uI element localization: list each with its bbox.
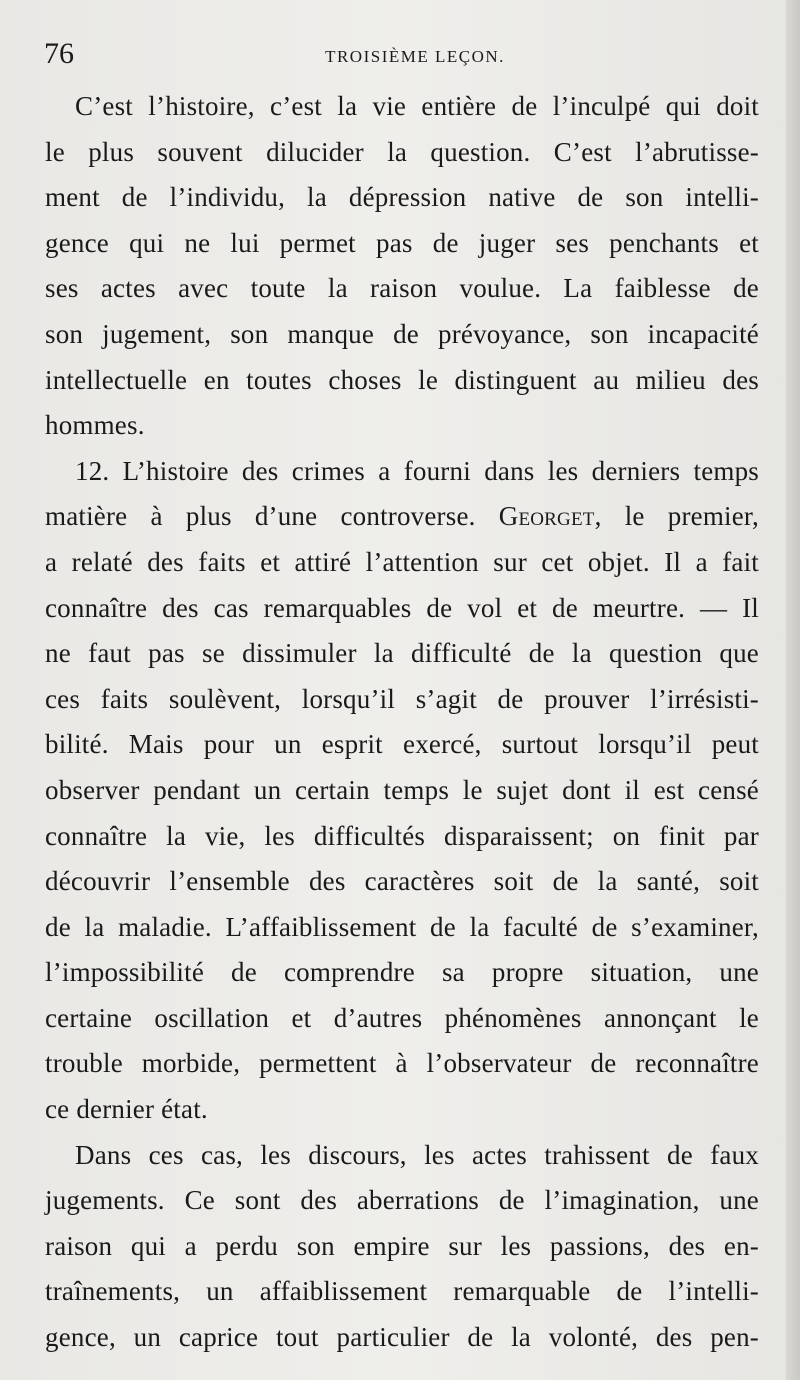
body-text [45,84,759,1361]
text-line: ment de l’individu, la dépression native de son intelli- [45,182,759,213]
text-line: de la maladie. L’affaiblissement de la faculté de s’examiner, [45,911,759,942]
text-line: connaître des cas remarquables de vol et de meurtre. — Il [45,592,759,623]
text-line: trouble morbide, permettent à l’observateur de reconnaître [45,1048,759,1079]
text-line: Dans ces cas, les discours, les actes trahissent de faux [75,1139,759,1170]
text-line: gence, un caprice tout particulier de la volonté, des pen- [45,1322,759,1353]
text-line: gence qui ne lui permet pas de juger ses penchants et [45,227,759,258]
text-line: jugements. Ce sont des aberrations de l’imagination, une [45,1185,759,1216]
text-line: connaître la vie, les difficultés disparaissent; on finit par [45,820,759,851]
text-line: 12. L’histoire des crimes a fourni dans les derniers temps [75,455,759,486]
text-line: a relaté des faits et attiré l’attention sur cet objet. Il a fait [45,546,759,577]
text-line: le plus souvent dilucider la question. C’est l’abrutisse- [45,136,759,167]
text-line: matière à plus d’une controverse. Georget, le premier, [45,501,759,532]
text-line: bilité. Mais pour un esprit exercé, surtout lorsqu’il peut [45,729,759,760]
text-line: son jugement, son manque de prévoyance, son incapacité [45,318,759,349]
text-line: ses actes avec toute la raison voulue. La faiblesse de [45,273,759,304]
text-line: ne faut pas se dissimuler la difficulté de la question que [45,638,759,669]
author-name: Georget [498,501,595,532]
text-line: observer pendant un certain temps le sujet dont il est censé [45,774,759,805]
running-head: TROISIÈME LEÇON. [325,47,505,66]
page-header [44,34,756,78]
page-number: 76 [44,37,74,70]
text-line: intellectuelle en toutes choses le distinguent au milieu des [45,364,759,395]
text-line: l’impossibilité de comprendre sa propre situation, une [45,957,759,988]
text-line: hommes. [45,410,145,441]
page-edge-shadow [786,0,800,1380]
text-line: ce dernier état. [45,1094,208,1125]
text-line: ces faits soulèvent, lorsqu’il s’agit de prouver l’irrésisti- [45,683,759,714]
text-line: C’est l’histoire, c’est la vie entière de l’inculpé qui doit [75,91,759,121]
text-line: certaine oscillation et d’autres phénomènes annonçant le [45,1002,759,1033]
text-line: découvrir l’ensemble des caractères soit de la santé, soit [45,866,759,897]
text-line: traînements, un affaiblissement remarquable de l’intelli- [45,1276,759,1307]
text-line: raison qui a perdu son empire sur les passions, des en- [45,1230,759,1261]
